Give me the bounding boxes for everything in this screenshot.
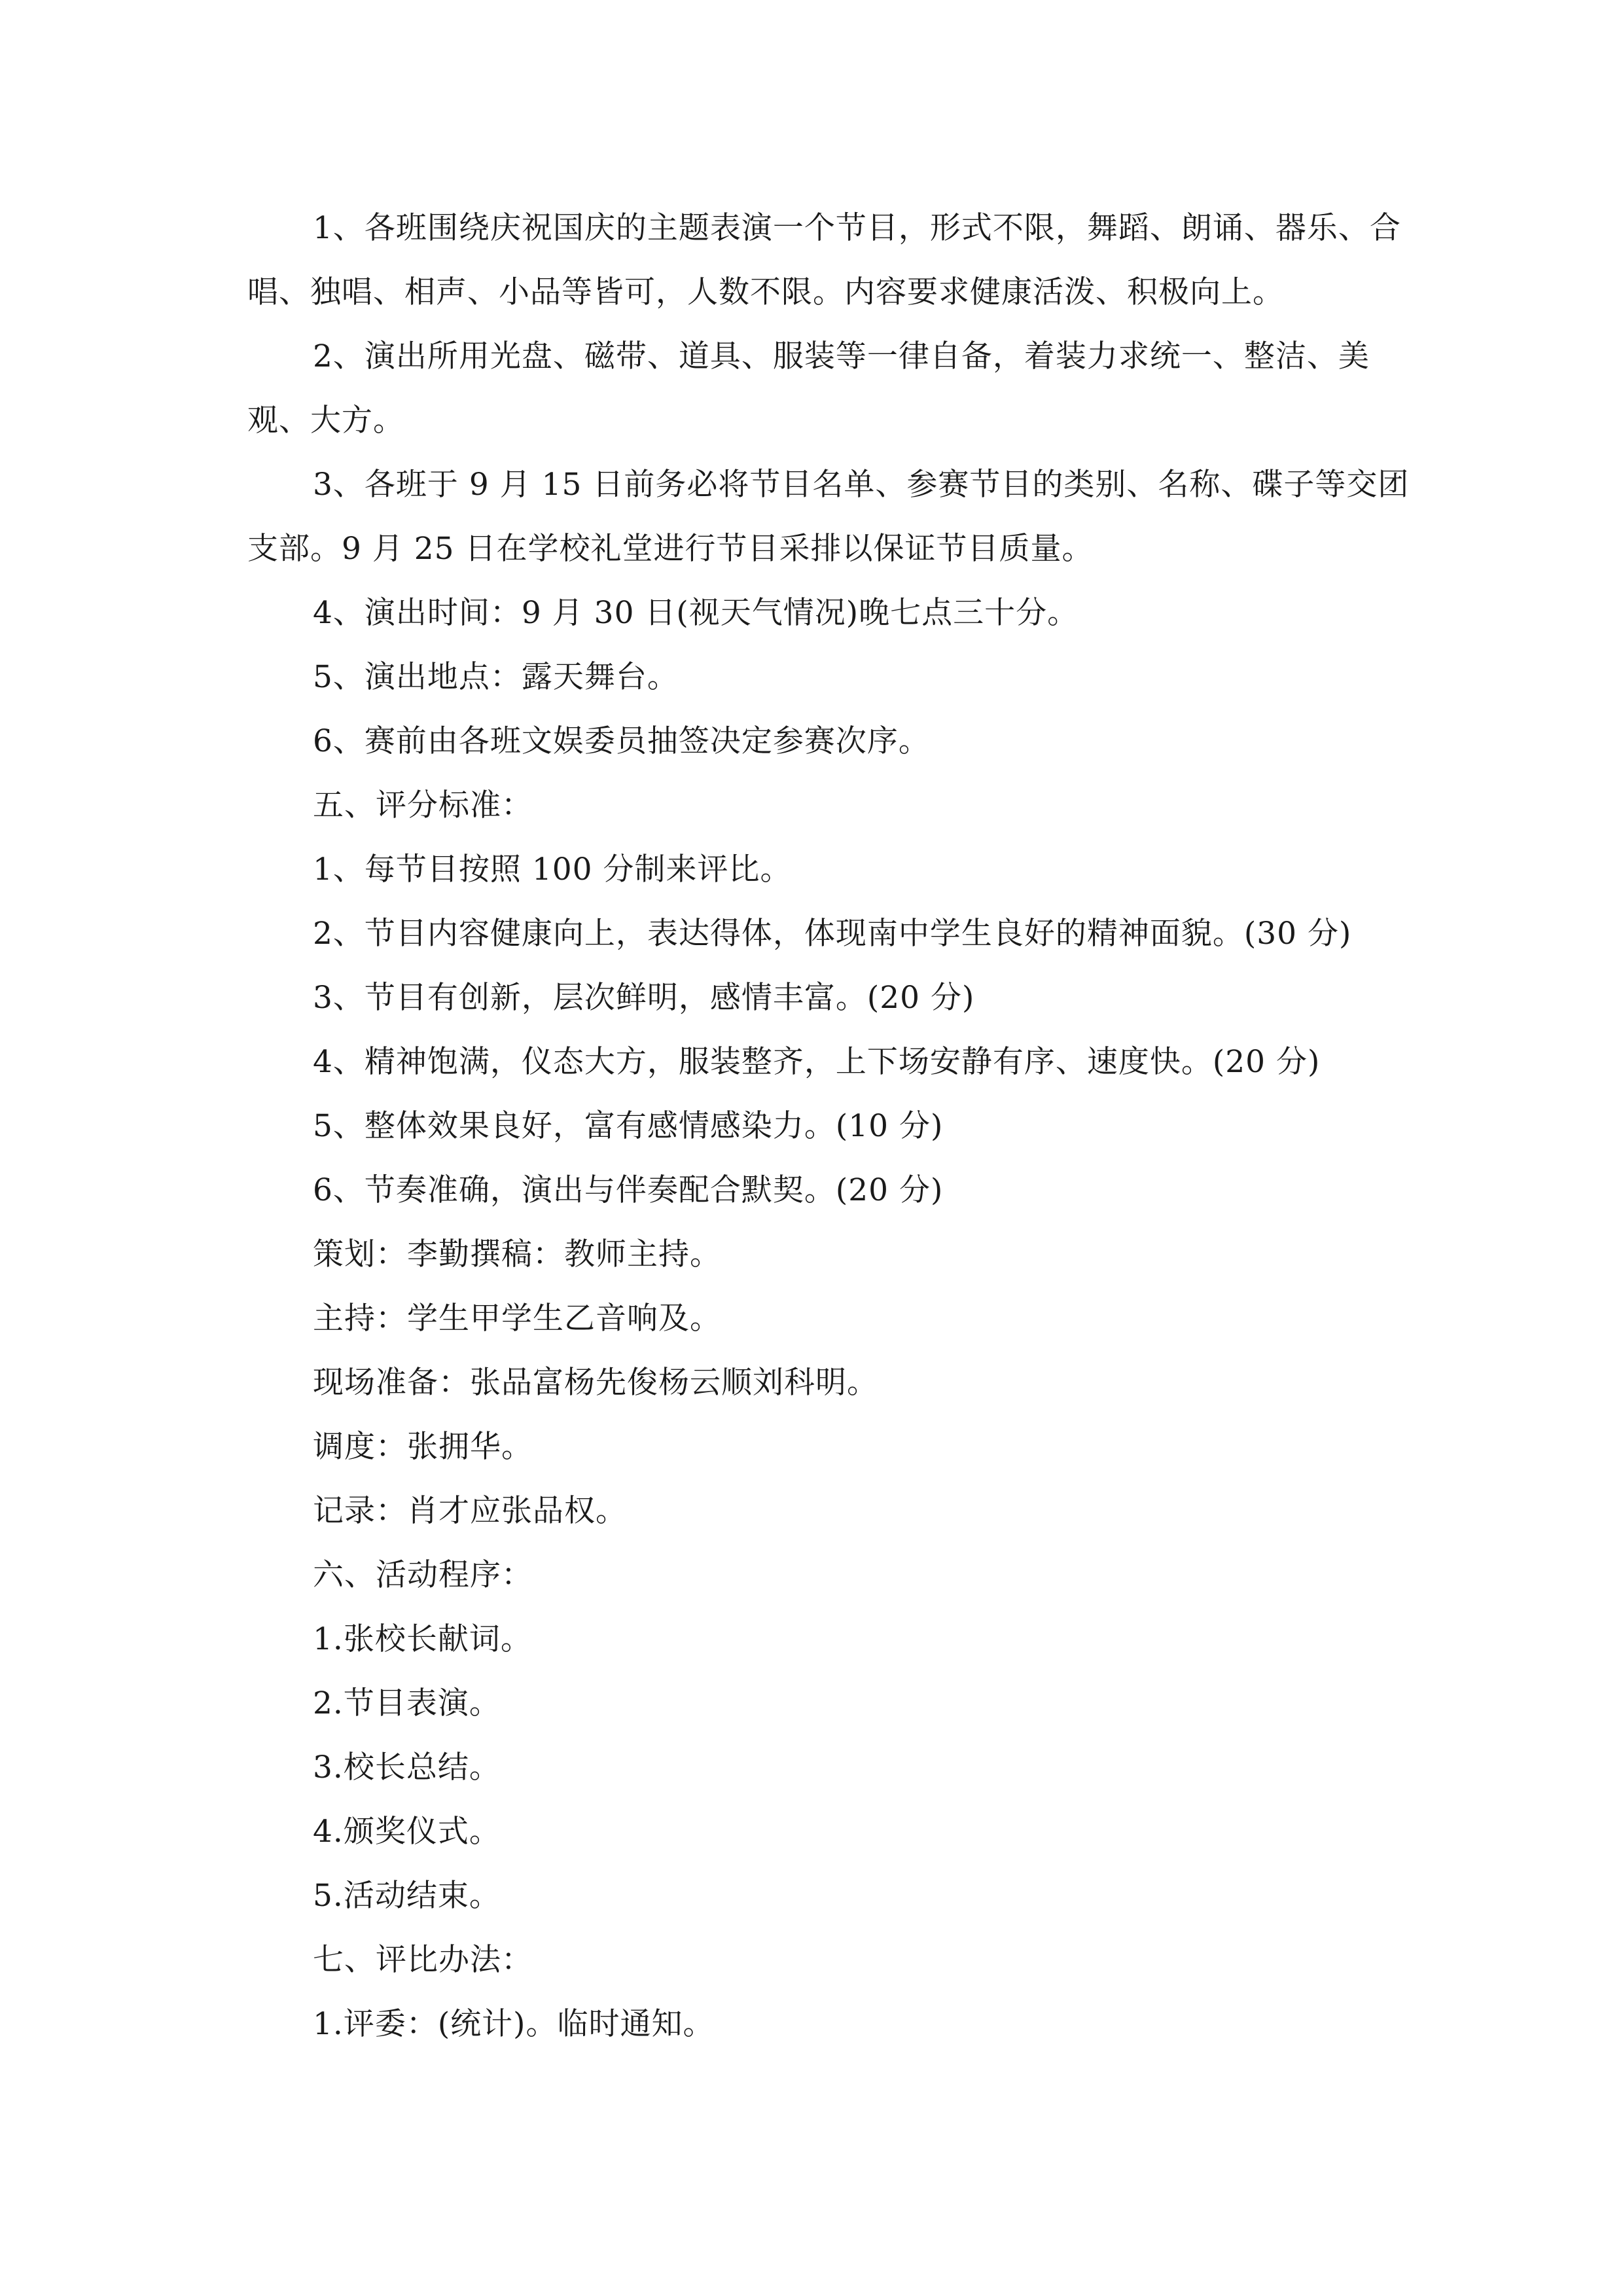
records-line: 记录：肖才应张品权。	[313, 1493, 627, 1529]
site-prep-line: 现场准备：张品富杨先俊杨云顺刘科明。	[313, 1365, 878, 1401]
procedure-item-3: 3.校长总结。	[313, 1749, 501, 1785]
scoring-item-3: 3、节目有创新，层次鲜明，感情丰富。(20 分)	[313, 980, 975, 1016]
procedure-item-5: 5.活动结束。	[313, 1878, 501, 1914]
procedure-item-4: 4.颁奖仪式。	[313, 1814, 501, 1850]
procedure-item-2: 2.节目表演。	[313, 1685, 501, 1721]
section-heading-scoring: 五、评分标准：	[313, 787, 533, 823]
performance-time-line: 4、演出时间：9 月 30 日(视天气情况)晚七点三十分。	[313, 595, 1079, 631]
planning-line: 策划：李勤撰稿：教师主持。	[313, 1236, 721, 1272]
dispatch-line: 调度：张拥华。	[313, 1429, 533, 1465]
performance-location-line: 5、演出地点：露天舞台。	[313, 659, 679, 695]
scoring-item-4: 4、精神饱满，仪态大方，服装整齐，上下场安静有序、速度快。(20 分)	[313, 1044, 1321, 1080]
scoring-item-6: 6、节奏准确，演出与伴奏配合默契。(20 分)	[313, 1172, 944, 1208]
procedure-item-1: 1.张校长献词。	[313, 1621, 532, 1657]
section-heading-procedure: 六、活动程序：	[313, 1557, 533, 1593]
draw-order-line: 6、赛前由各班文娱委员抽签决定参赛次序。	[313, 723, 930, 759]
scoring-item-5: 5、整体效果良好，富有感情感染力。(10 分)	[313, 1108, 944, 1144]
host-line: 主持：学生甲学生乙音响及。	[313, 1300, 721, 1336]
section-heading-evaluation: 七、评比办法：	[313, 1942, 533, 1978]
document-body	[247, 196, 1425, 2056]
scoring-item-2: 2、节目内容健康向上，表达得体，体现南中学生良好的精神面貌。(30 分)	[313, 916, 1352, 952]
scoring-item-1: 1、每节目按照 100 分制来评比。	[313, 852, 792, 888]
paragraph-3: 3、各班于 9 月 15 日前务必将节目名单、参赛节目的类别、名称、碟子等交团支部。9 月 25 日在学校礼堂进行节目采排以保证节目质量。	[247, 467, 1410, 567]
paragraph-2: 2、演出所用光盘、磁带、道具、服装等一律自备，着装力求统一、整洁、美观、大方。	[247, 338, 1370, 439]
evaluation-item-1: 1.评委：(统计)。临时通知。	[313, 2006, 715, 2042]
paragraph-1: 1、各班围绕庆祝国庆的主题表演一个节目，形式不限，舞蹈、朗诵、器乐、合唱、独唱、相声、小品等皆可，人数不限。内容要求健康活泼、积极向上。	[247, 210, 1401, 310]
